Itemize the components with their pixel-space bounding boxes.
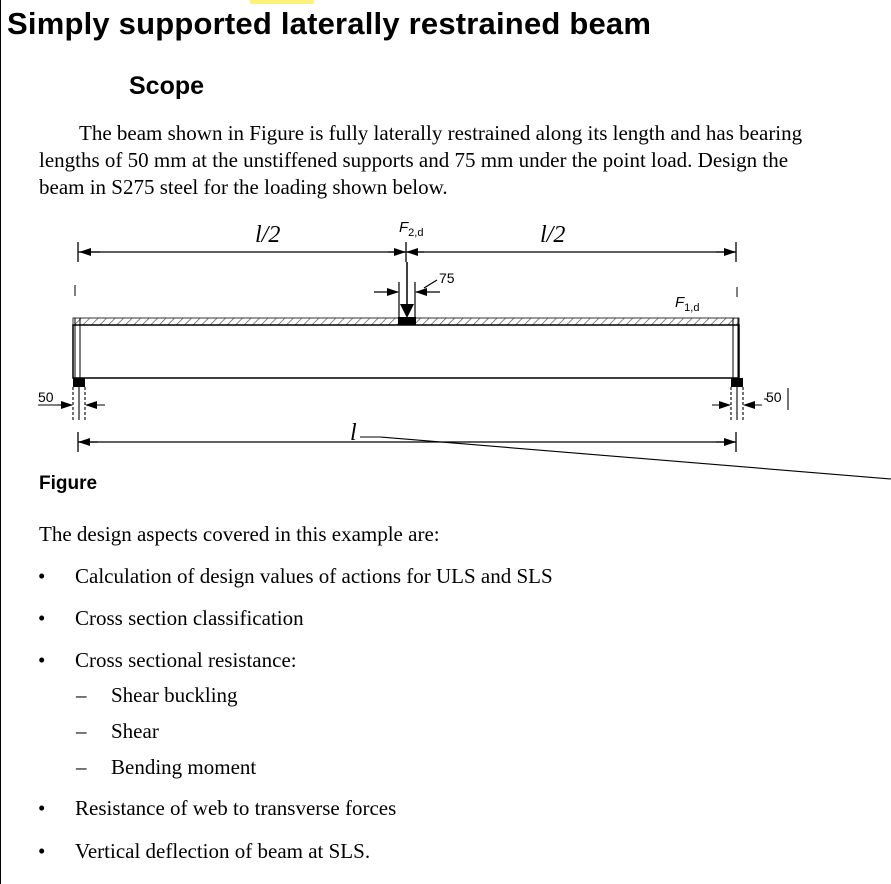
bullet-marker: • <box>38 606 46 630</box>
point-load-subscript: 2,d <box>408 227 424 239</box>
bullet-marker: • <box>38 648 46 672</box>
dash-marker: – <box>76 719 87 743</box>
point-load-plate <box>398 317 416 325</box>
left-bearing-plate <box>73 378 85 387</box>
right-bearing-label: 50 <box>766 389 782 405</box>
scope-paragraph: The beam shown in Figure is fully laterally restrained along its length and has bearing lengths of 50 mm at the unstiffened supports and 75 mm under the point load. Design the beam in S275 steel for the loading shown below. <box>39 121 803 199</box>
list-item-text: Cross sectional resistance: <box>75 648 297 672</box>
distributed-load-subscript: 1,d <box>684 302 700 314</box>
bullet-marker: • <box>38 839 46 863</box>
bullet-marker: • <box>38 564 46 588</box>
intro-text: The design aspects covered in this example are: <box>39 522 440 546</box>
highlight-mark <box>250 0 314 4</box>
distributed-load-symbol: F <box>675 294 685 311</box>
list-item-text: Resistance of web to transverse forces <box>75 796 397 820</box>
right-bearing-plate <box>731 378 743 387</box>
document-title: Simply supported laterally restrained beam <box>7 6 652 41</box>
span-dimension-line <box>78 432 736 452</box>
point-load-symbol: F <box>399 219 409 236</box>
mid-bearing-label: 75 <box>439 270 455 286</box>
sub-list-item-text: Bending moment <box>111 755 257 779</box>
label-half-right: l/2 <box>540 222 566 248</box>
left-bearing-label: 50 <box>38 389 54 405</box>
figure-caption: Figure <box>39 473 98 494</box>
point-load-arrow <box>400 262 414 318</box>
stray-pen-line <box>380 437 891 479</box>
beam-figure <box>0 210 891 480</box>
sub-list-item-text: Shear <box>111 719 159 743</box>
dash-marker: – <box>76 755 87 779</box>
list-item-text: Vertical deflection of beam at SLS. <box>75 839 371 863</box>
sub-list-item-text: Shear buckling <box>111 683 238 707</box>
list-item-text: Cross section classification <box>75 606 304 630</box>
distributed-load-label <box>675 294 699 314</box>
section-heading: Scope <box>129 72 205 100</box>
top-dimension-line <box>78 242 736 262</box>
label-half-left: l/2 <box>255 222 281 248</box>
span-label: l <box>350 420 357 446</box>
list-item-text: Calculation of design values of actions for ULS and SLS <box>75 564 553 588</box>
dash-marker: – <box>76 683 87 707</box>
point-load-label <box>399 219 423 239</box>
bullet-marker: • <box>38 796 46 820</box>
beam-body <box>73 325 739 378</box>
